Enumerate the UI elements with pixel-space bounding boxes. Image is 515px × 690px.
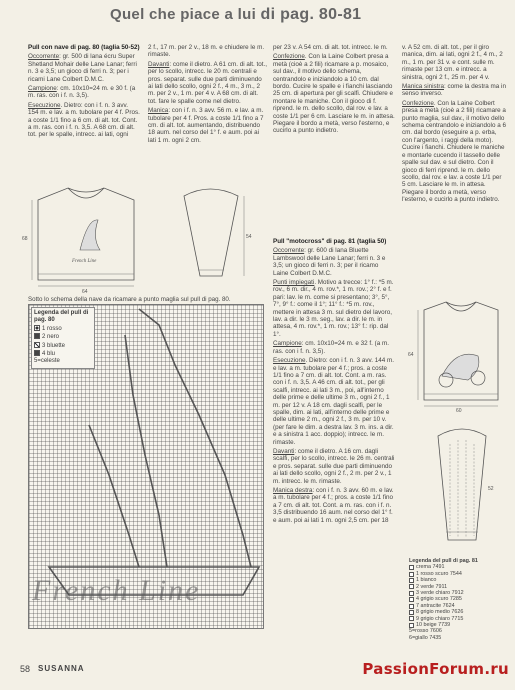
label-manica-destra: Manica destra	[273, 487, 313, 494]
label-confezione-2: Confezione	[402, 99, 434, 107]
label-manica: Manica	[148, 107, 169, 115]
legend2-item: 8 grigio medio 7626	[409, 609, 509, 615]
chart-lettering: French Line	[32, 574, 201, 607]
page-title	[110, 6, 361, 24]
chart-caption: Sotto lo schema della nave da ricamare a punto maglia sul pull di pag. 80.	[28, 296, 231, 303]
legend2-item: 2 verde 7911	[409, 584, 509, 590]
legend2-item: 4 grigio scuro 7285	[409, 596, 509, 602]
square-symbol-icon	[409, 616, 414, 621]
legend2-item: 7 antracite 7624	[409, 603, 509, 609]
legend2-item: 6=giallo 7435	[409, 634, 442, 641]
label-davanti: Davanti	[148, 60, 170, 68]
text-giro-manica: v. A 52 cm. di alt. tot., per il giro manica, dim. ai lati, ogni 2 f., 4 m., 2 m., 1 m. per 31 v. e cont. sulle m. rimaste per 13 cm. e intrecc. a sinistra, ogni 2 f., 25 m. per 4 v.	[402, 44, 503, 81]
legend-item-4: 4 blu	[34, 350, 92, 358]
text-esecuzione-2: . Dietro: con i f. n. 3 avv. 144 m. e lav. a m. tubolare per 4 f.; pros. a coste 1/1 fino a 7 cm. di alt. tot. Cont. a m. ras. con i f. n. 3,5. A 46 cm. di alt. tot., per gli scalfi, intrecc. ai lati 3 m., poi, all'interno delle prime e delle ultime 3 m., ogni 2 f., 1 m. per 12 v. A 18 cm. dagli scalfi, per le spalle, dim. ai lati, all'interno delle prime e delle ultime 2 m., ogni 2 f., 3 m. per 10 v. (per fare le dim. a destra lav. 3 m. ins. a dir. e a sinistra 1 acc. doppio); intrecc. le m. rimaste.	[273, 357, 394, 446]
legend-item-2: 2 nero	[34, 333, 92, 341]
column-4	[402, 44, 506, 206]
label-esecuzione-2: Esecuzione	[273, 357, 306, 365]
motorbike-sketch	[442, 354, 479, 380]
sweater-schematic-motocross	[408, 300, 506, 414]
column-2	[148, 44, 268, 146]
square-symbol-icon	[409, 591, 414, 596]
legend-item-1: 1 rosso	[34, 325, 92, 333]
text-intrecc: per 23 v. A 54 cm. di alt. tot. intrecc. le m.	[273, 44, 388, 51]
label-manica-sinistra: Manica sinistra	[402, 83, 444, 91]
label-occorrente: Occorrente	[28, 53, 60, 61]
text-punti: . Motivo a trecce: 1° f.: *5 m. rov., 6 m. dir., 4 m. rov.*, 1 m. rov.; 2° f. e f. pari: lav. le m. come si presentano; 3°, 5°, 7°, 9° f.: come il 1°; 11° f.: *5 m. rov., mettere in attesa 3 m. sul dietro del lavoro, lav. a dir. le 3 m. seg., lav. a dir. le m. in attesa, 4 m. rov.*, 1 m. rov.; 13° f.: rip. dal 1°.	[273, 279, 394, 338]
label-davanti-2: Davanti	[273, 447, 295, 455]
text-manica: : con i f. n. 3 avv. 56 m. e lav. a m. tubolare per 4 f. Pros. a coste 1/1 fino a 7 cm. di alt. tot. aumentando, distribuendo 18 aum. nel corso del 1° f. e aum. poi ai lati 1 m. ogni 2 cm.	[148, 107, 264, 144]
text-confezione-2: . Con la Laine Colbert presa a metà (cioè a 2 fili) ricamare a punto maglia, sul dav., il motivo dello schema centrandolo e iniziandolo a 6 cm. dal bordo (eseguire a p. erba, con l'argento, i raggi della moto). Cucire i fianchi. Chiudere le maniche e montarle cucendo il tassello delle spalle sul dav. e sul dietro. Con il gioco di ferri riprend. le m. dello scollo, dal rov. e lav. a coste 1/1 per 5 cm. Lasciare le m. in attesa. Piegare il bordo a metà, verso l'esterno, e cucirlo a punto indietro.	[402, 99, 506, 204]
magazine-brand: SUSANNA	[38, 664, 85, 673]
text-campione: : cm. 10x10=24 m. e 30 f. (a m. ras. con i f. n. 3,5).	[28, 85, 136, 100]
square-symbol-icon	[409, 623, 414, 628]
title-pages: di pag. 80-81	[260, 6, 362, 23]
text-davanti: : come il dietro. A 61 cm. di alt. tot., per lo scollo, intrecc. le 20 m. centrali e pros. separat. sulle due parti diminuendo ai lati dello scollo, ogni 2 f., 4 m., 3 m., 2 m. per 2 v., 1 m. per 4 v. A 68 cm. di alt. tot. fare le spalle come nel dietro.	[148, 60, 268, 105]
square-symbol-icon	[409, 578, 414, 583]
label-campione-2: Campione	[273, 340, 302, 348]
square-symbol-icon	[409, 610, 414, 615]
square-symbol-icon	[409, 597, 414, 602]
text-campione-2: : cm. 10x10=24 m. e 32 f. (a m. ras. con i f. n. 3,5).	[273, 340, 390, 355]
text-occorrente-2: : gr. 600 di lana Bluette Lambswool delle Lane Lanar; ferri n. 3 e 3,5; un gioco di ferri n. 3; per il ricamo Laine Colbert D.M.C.	[273, 247, 386, 277]
sleeve-schematic-motocross	[432, 420, 492, 550]
legend2-item: 3 verde chiaro 7912	[409, 590, 509, 596]
sleeve-schematic	[176, 186, 252, 296]
label-esecuzione: Esecuzione	[28, 101, 61, 109]
legend2-item: 5=rosso 7606	[409, 628, 442, 635]
legend-pull-81	[409, 558, 509, 641]
legend2-item: crema 7491	[409, 564, 509, 570]
legend2-item: 1 bianco	[409, 577, 509, 583]
ship-sketch	[80, 220, 100, 250]
column-3b	[273, 238, 395, 526]
square-symbol-icon	[409, 572, 414, 577]
square-symbol-icon	[409, 604, 414, 609]
heading-pull-nave: Pull con nave di pag. 80 (taglia 50-52)	[28, 44, 140, 51]
legend2-item: 1 rosso scuro 7544	[409, 571, 509, 577]
legend-title: Legenda del pull di pag. 80	[34, 310, 89, 324]
square-symbol-icon	[409, 584, 414, 589]
sweater-schematic-front	[22, 180, 144, 295]
column-1	[28, 44, 140, 141]
legend2-item: 10 beige 7739	[409, 622, 509, 628]
column-3	[273, 44, 395, 137]
text-davanti-2: : come il dietro. A 16 cm. dagli scalfi, per lo scollo, intrecc. le 26 m. centrali e pros. separat. sulle due parti diminuendo ai lati dello scollo, ogni 2 f., 2 m. per 2 v., 1 m. intrecc. le m. rimaste.	[273, 447, 395, 485]
legend-item-3: 3 bluette	[34, 342, 92, 350]
watermark: PassionForum.ru	[362, 660, 509, 678]
dim-s3-width: 60	[456, 408, 462, 414]
label-confezione: Confezione	[273, 53, 305, 61]
text-manica-sinistra: : come la destra ma in senso inverso.	[402, 83, 506, 98]
dim-s2-height: 54	[246, 234, 252, 240]
title-main: Quel che piace a lui	[110, 6, 257, 23]
page-number: 58	[20, 664, 31, 674]
text-confezione: . Con la Laine Colbert presa a metà (cioè a 2 fili) ricamare a p. mosaico, sul dav., il motivo dello schema, centrandolo e iniziandolo a 10 cm. dal bordo. Cucire le spalle e i fianchi lasciando 25 cm. di apertura per gli scalfi. Chiudere e montare le maniche. Con il gioco di f. riprend. le m. dello scollo, dal rov. e lav. a coste 1/1 per 6 cm. Lasciare le m. in attesa. Piegare il bordo a metà, verso l'esterno, e cucirlo a punto indietro.	[273, 53, 395, 135]
square-symbol-icon	[409, 565, 414, 570]
dim-s3-height: 64	[408, 352, 414, 358]
dim-s1-width: 64	[82, 289, 88, 295]
text-spalle: 2 f., 17 m. per 2 v., 18 m. e chiudere le m. rimaste.	[148, 44, 265, 59]
legend2-title: Legenda del pull di pag. 81	[409, 558, 478, 564]
label-punti: Punti impiegati	[273, 279, 315, 287]
dim-s1-height: 68	[22, 236, 28, 242]
dim-s4-side: 52	[488, 486, 494, 492]
legend2-item: 9 grigio chiaro 7715	[409, 616, 509, 622]
heading-pull-motocross: Pull "motocross" di pag. 81 (taglia 50)	[273, 238, 387, 245]
sweater-label: French Line	[72, 259, 97, 264]
text-manica-destra: : con i f. n. 3 avv. 60 m. e lav. a m. tubolare per 4 f.; pros. a coste 1/1 fino a 7 cm. di alt. tot. Cont. a m. ras. con i f. n. 3,5 distribuendo 16 aum. nel corso del 1° f. e aum. poi ai lati 1 m. ogni 2,5 cm. per 18	[273, 487, 394, 524]
label-campione: Campione	[28, 85, 57, 93]
text-esecuzione: . Dietro: con i f. n. 3 avv. 154 m. e lav. a m. tubolare per 4 f. Pros. a coste 1/1 fino a 6 cm. di alt. tot. Cont. a m. ras. con i f. n. 3,5. A 68 cm. di alt. tot. per le spalle, intrecc. ai lati, ogni	[28, 101, 140, 139]
label-occorrente-2: Occorrente	[273, 247, 305, 255]
text-occorrente: : gr. 500 di lana écru Super Shetland Mohair delle Lane Lanar; ferri n. 3 e 3,5; un gioco di ferri n. 3; per i ricami Lane Colbert D.M.C.	[28, 53, 137, 83]
legend-item-5: 5=celeste	[34, 358, 60, 365]
